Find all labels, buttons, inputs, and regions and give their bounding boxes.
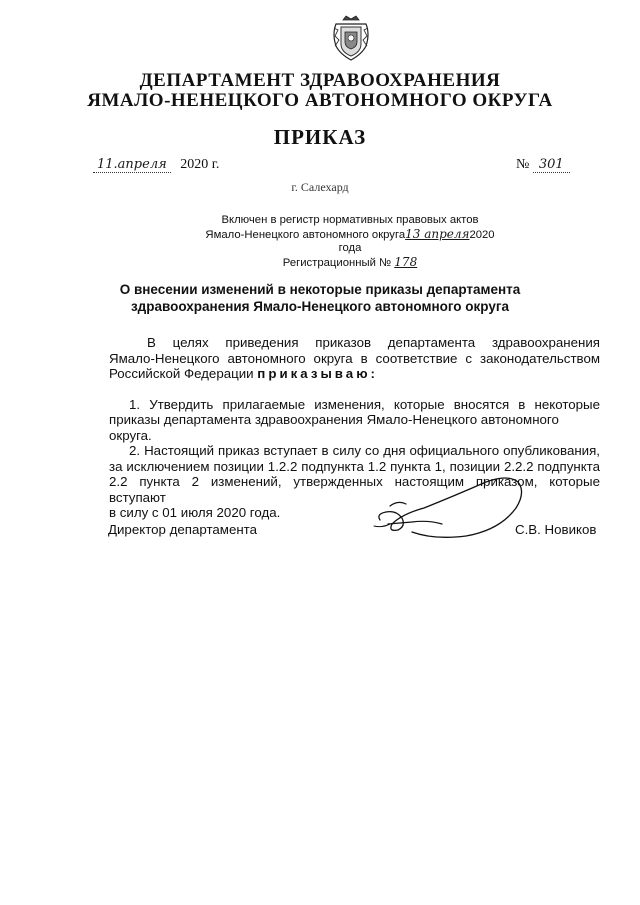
document-title-line1: О внесении изменений в некоторые приказы департамента xyxy=(119,282,521,297)
coat-of-arms-emblem xyxy=(332,14,370,62)
registration-date-handwritten: 13 апреля xyxy=(405,226,470,241)
item2-line2: за исключением позиции 1.2.2 подпункта 1.2 пункта 1, позиции 2.2.2 подпункта xyxy=(109,458,600,474)
document-type-heading: ПРИКАЗ xyxy=(273,125,367,149)
city-name: г. Салехард xyxy=(291,180,349,194)
registration-line1: Включен в регистр нормативных правовых актов xyxy=(221,214,479,226)
intro-line1: В целях приведения приказов департамента здравоохранения xyxy=(147,335,600,350)
item1-line1: 1. Утвердить прилагаемые изменения, которые вносятся в некоторые xyxy=(129,396,600,412)
coat-of-arms-icon xyxy=(332,14,370,62)
signature-icon xyxy=(368,474,528,550)
signatory-position: Директор департамента xyxy=(108,522,258,537)
order-keyword: приказываю: xyxy=(257,366,378,381)
handwritten-signature xyxy=(368,474,528,550)
document-title xyxy=(0,281,640,315)
registration-number-handwritten: 178 xyxy=(394,254,418,269)
order-number-field xyxy=(516,157,570,173)
signatory-name: С.В. Новиков xyxy=(515,522,597,537)
registration-line2: Ямало-Ненецкого автономного округа13 апреля2020 года xyxy=(205,226,495,254)
document-title-line2: здравоохранения Ямало-Ненецкого автономного округа xyxy=(130,299,510,314)
registration-line3: Регистрационный № 178 xyxy=(282,254,418,269)
intro-line3: Российской Федерации приказываю: xyxy=(109,366,378,381)
item2-line3: 2.2 пункта 2 изменений, утвержденных настоящим приказом, которые вступают xyxy=(109,474,600,505)
date-handwritten: 11.апреля xyxy=(93,157,171,173)
item1-line2: приказы департамента здравоохранения Ямало-Ненецкого автономного округа. xyxy=(109,412,559,443)
date-field xyxy=(93,157,219,173)
intro-line2: Ямало-Ненецкого автономного округа в соответствие с законодательством xyxy=(109,350,600,366)
registration-stamp xyxy=(200,214,500,270)
item2-line1: 2. Настоящий приказ вступает в силу со дня официального опубликования, xyxy=(129,443,600,458)
order-number-handwritten: 301 xyxy=(533,157,570,173)
department-name-line2: ЯМАЛО-НЕНЕЦКОГО АВТОНОМНОГО ОКРУГА xyxy=(87,90,553,111)
department-name-line1: ДЕПАРТАМЕНТ ЗДРАВООХРАНЕНИЯ xyxy=(139,70,501,91)
item2-line4: в силу с 01 июля 2020 года. xyxy=(109,505,281,520)
order-number-prefix: № xyxy=(516,157,530,172)
date-year-suffix: 2020 г. xyxy=(180,157,220,172)
